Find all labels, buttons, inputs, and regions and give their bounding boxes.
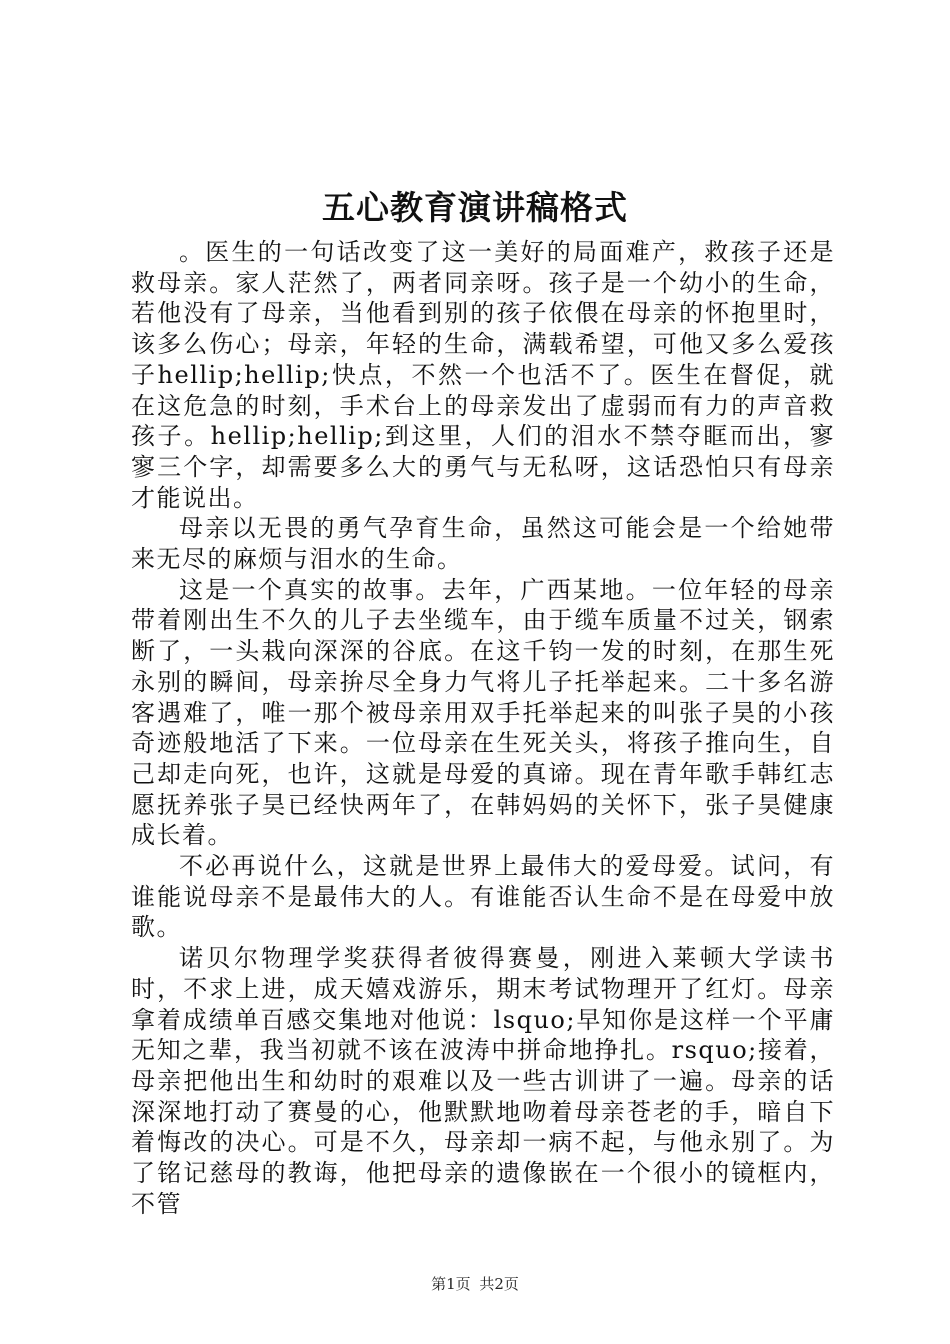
paragraph: 这是一个真实的故事。去年，广西某地。一位年轻的母亲带着刚出生不久的儿子去坐缆车，由于缆车质量不过关，钢索断了，一头栽向深深的谷底。在这千钧一发的时刻，在那生死永别的瞬间，母亲拚尽全身力气将儿子托举起来。二十多名游客遇难了，唯一那个被母亲用双手托举起来的叫张子昊的小孩奇迹般地活了下来。一位母亲在生死关头，将孩子推向生，自己却走向死，也许，这就是母爱的真谛。现在青年歌手韩红志愿抚养张子昊已经快两年了，在韩妈妈的关怀下，张子昊健康成长着。 [131,575,835,850]
page-number: 第1页 [431,1275,471,1293]
document-body [131,237,835,1220]
paragraph: 不必再说什么，这就是世界上最伟大的爱母爱。试问，有谁能说母亲不是最伟大的人。有谁能否认生命不是在母爱中放歌。 [131,852,835,942]
paragraph: 。医生的一句话改变了这一美好的局面难产，救孩子还是救母亲。家人茫然了，两者同亲呀。孩子是一个幼小的生命，若他没有了母亲，当他看到别的孩子依偎在母亲的怀抱里时，该多么伤心；母亲，年轻的生命，满载希望，可他又多么爱孩子hellip;hellip;快点，不然一个也活不了。医生在督促，就在这危急的时刻，手术台上的母亲发出了虚弱而有力的声音救孩子。hellip;hellip;到这里，人们的泪水不禁夺眶而出，寥寥三个字，却需要多么大的勇气与无私呀，这话恐怕只有母亲才能说出。 [131,238,835,512]
page-total: 共2页 [479,1275,519,1293]
page-footer [0,1274,950,1294]
paragraph: 母亲以无畏的勇气孕育生命，虽然这可能会是一个给她带来无尽的麻烦与泪水的生命。 [131,514,835,574]
paragraph: 诺贝尔物理学奖获得者彼得赛曼，刚进入莱顿大学读书时，不求上进，成天嬉戏游乐，期末考试物理开了红灯。母亲拿着成绩单百感交集地对他说：lsquo;早知你是这样一个平庸无知之辈，我当初就不该在波涛中拼命地挣扎。rsquo;接着，母亲把他出生和幼时的艰难以及一些古训讲了一遍。母亲的话深深地打动了赛曼的心，他默默地吻着母亲苍老的手，暗自下着悔改的决心。可是不久，母亲却一病不起，与他永别了。为了铭记慈母的教诲，他把母亲的遗像嵌在一个很小的镜框内，不管 [131,944,835,1218]
document-title: 五心教育演讲稿格式 [322,188,628,227]
